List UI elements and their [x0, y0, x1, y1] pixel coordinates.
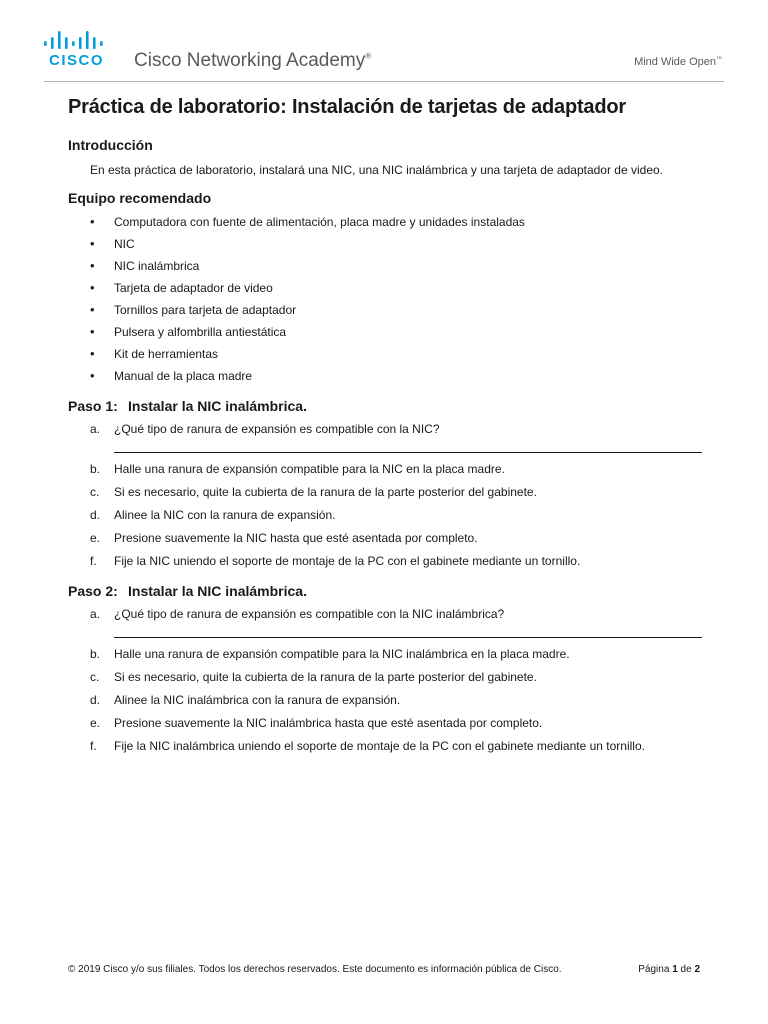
step-item: [90, 531, 708, 545]
page-of: de: [680, 964, 692, 975]
intro-paragraph: En esta práctica de laboratorio, instalará una NIC, una NIC inalámbrica y una tarjeta de adaptador de video.: [90, 163, 663, 177]
step-letter: d.: [90, 508, 101, 522]
step-item: [90, 462, 708, 476]
step-item: [90, 508, 708, 522]
answer-line[interactable]: [114, 623, 702, 638]
page-total: 2: [694, 964, 700, 975]
equipment-heading: Equipo recomendado: [68, 190, 212, 206]
step-2-title: Instalar la NIC inalámbrica.: [128, 583, 307, 599]
step-text: Si es necesario, quite la cubierta de la ranura de la parte posterior del gabinete.: [114, 670, 537, 684]
step-text: Halle una ranura de expansión compatible para la NIC inalámbrica en la placa madre.: [114, 647, 570, 661]
step-item: [90, 607, 708, 638]
step-item: [90, 739, 708, 753]
step-text: Fije la NIC uniendo el soporte de montaje de la PC con el gabinete mediante un tornillo.: [114, 554, 581, 568]
equipment-item: • Manual de la placa madre: [90, 369, 708, 383]
equipment-item: • NIC inalámbrica: [90, 259, 708, 273]
step-2-heading: [68, 583, 708, 599]
step-text: Fije la NIC inalámbrica uniendo el soporte de montaje de la PC con el gabinete mediante un tornillo.: [114, 739, 645, 753]
step-letter: a.: [90, 422, 101, 436]
step-text: Si es necesario, quite la cubierta de la ranura de la parte posterior del gabinete.: [114, 485, 537, 499]
step-item: [90, 554, 708, 568]
tagline: [634, 56, 722, 68]
step-item: [90, 485, 708, 499]
step-2-list: [68, 607, 708, 753]
academy-name-text: Cisco Networking Academy: [134, 50, 366, 71]
step-letter: d.: [90, 693, 101, 707]
page-label: Página: [638, 964, 670, 975]
cisco-logo-wordmark: CISCO: [49, 52, 105, 69]
equipment-item: • Pulsera y alfombrilla antiestática: [90, 325, 708, 339]
equipment-item: • NIC: [90, 237, 708, 251]
cisco-logo-bars-icon: [44, 31, 114, 49]
step-1-list: [68, 422, 708, 568]
step-2-number: Paso 2:: [68, 583, 118, 599]
equipment-item: • Kit de herramientas: [90, 347, 708, 361]
tagline-text: Mind Wide Open: [634, 56, 716, 68]
step-1-number: Paso 1:: [68, 398, 118, 414]
step-letter: e.: [90, 531, 101, 545]
step-item: [90, 647, 708, 661]
header-divider: [44, 81, 724, 82]
document-body: [68, 96, 708, 762]
step-1-title: Instalar la NIC inalámbrica.: [128, 398, 307, 414]
step-item: [90, 422, 708, 453]
step-item: [90, 693, 708, 707]
academy-name: [134, 50, 371, 72]
step-item: [90, 716, 708, 730]
step-letter: c.: [90, 485, 100, 499]
copyright-notice: © 2019 Cisco y/o sus filiales. Todos los derechos reservados. Este documento es información pública de Cisco.: [68, 964, 562, 975]
step-text: Presione suavemente la NIC inalámbrica hasta que esté asentada por completo.: [114, 716, 543, 730]
step-letter: a.: [90, 607, 101, 621]
step-letter: f.: [90, 554, 97, 568]
step-text: ¿Qué tipo de ranura de expansión es compatible con la NIC inalámbrica?: [114, 607, 505, 621]
document-title: Práctica de laboratorio: Instalación de tarjetas de adaptador: [68, 96, 626, 118]
answer-line[interactable]: [114, 438, 702, 453]
equipment-item: • Computadora con fuente de alimentación, placa madre y unidades instaladas: [90, 215, 708, 229]
trademark-mark: ™: [716, 56, 722, 63]
step-letter: c.: [90, 670, 100, 684]
equipment-item: • Tornillos para tarjeta de adaptador: [90, 303, 708, 317]
step-text: Presione suavemente la NIC hasta que esté asentada por completo.: [114, 531, 478, 545]
step-letter: f.: [90, 739, 97, 753]
step-text: Alinee la NIC con la ranura de expansión.: [114, 508, 336, 522]
step-text: ¿Qué tipo de ranura de expansión es compatible con la NIC?: [114, 422, 440, 436]
step-letter: b.: [90, 462, 101, 476]
equipment-item: • Tarjeta de adaptador de video: [90, 281, 708, 295]
step-text: Halle una ranura de expansión compatible para la NIC en la placa madre.: [114, 462, 505, 476]
step-1-heading: [68, 398, 708, 414]
registered-mark: ®: [365, 51, 372, 61]
page-number: [638, 964, 700, 975]
step-letter: e.: [90, 716, 101, 730]
step-text: Alinee la NIC inalámbrica con la ranura de expansión.: [114, 693, 401, 707]
equipment-list: [68, 215, 708, 383]
step-letter: b.: [90, 647, 101, 661]
page-current: 1: [672, 964, 678, 975]
intro-heading: Introducción: [68, 137, 153, 153]
step-item: [90, 670, 708, 684]
